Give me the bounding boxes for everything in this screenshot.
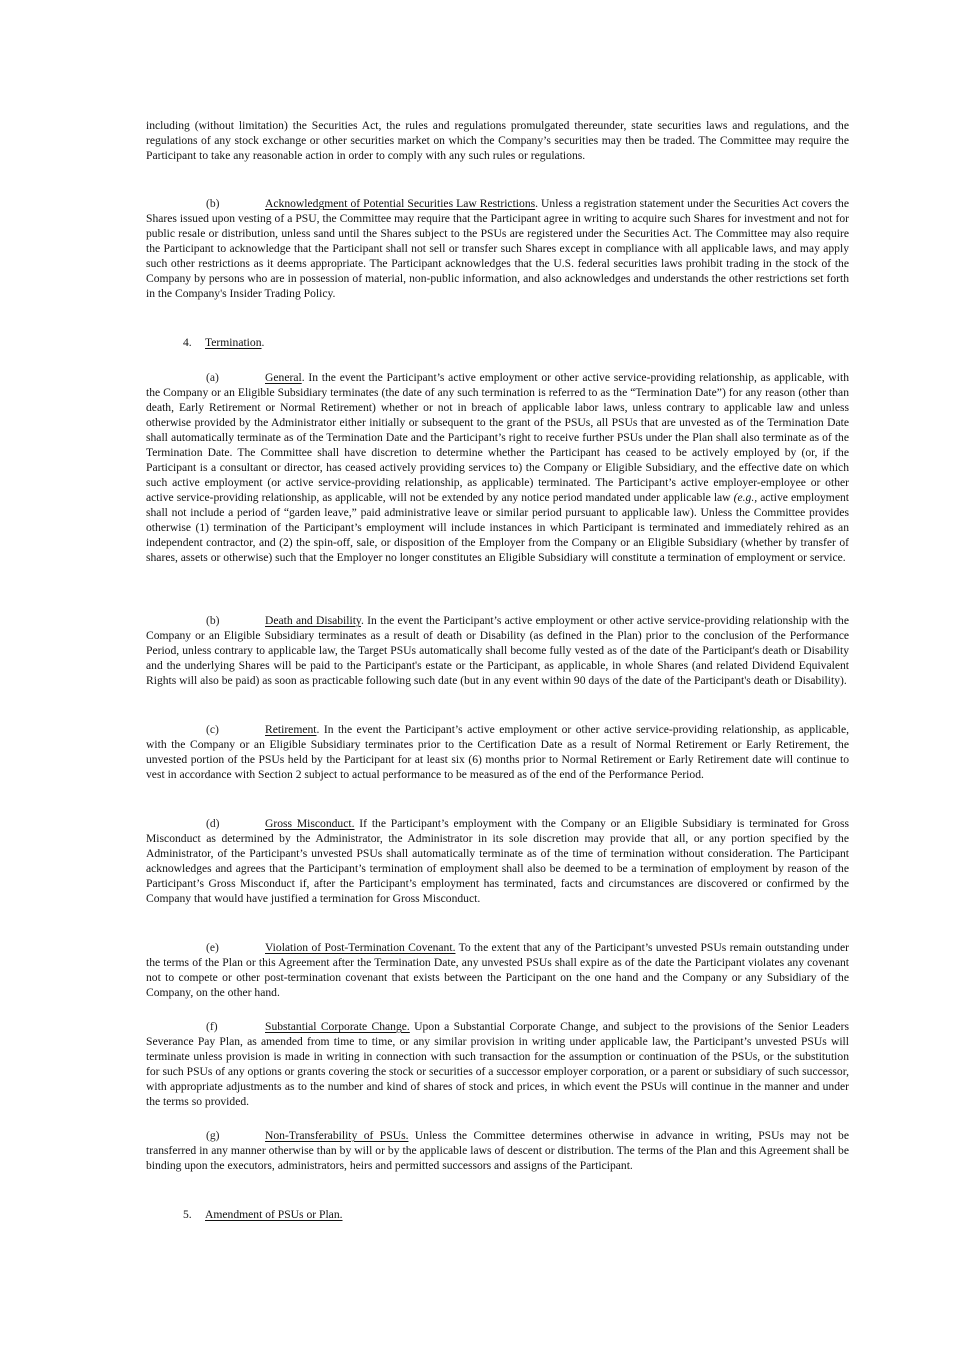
subsection-text: . In the event the Participant’s active employment or other active service-providing relationship with the Company or an Eligible Subsidiary terminates as a result of death or Disability (as defined in the Plan) prior to the conclusion of the Performance Period, unless contrary to applicable law, the Target PSUs automatically shall become fully vested as of the date of the Participant's death or Disability and the underlying Shares will be paid to the Participant's estate or the Participant, as applicable, in whole Shares (and related Dividend Equivalent Rights will also be paid) as soon as practicable following such date (but in any event within 90 days of the date of the Participant's death or Disability). [146,614,849,687]
section-number: 4. [183,336,192,349]
subsection-label: (e) [206,941,219,954]
section-title: Amendment of PSUs or Plan. [205,1208,343,1221]
section-4-heading [183,335,264,350]
section-4b-paragraph [146,613,849,688]
subsection-text: If the Participant’s employment with the Company or an Eligible Subsidiary is terminated for Gross Misconduct as determined by the Administrator, the Administrator in its sole discretion may provide that all, or any portion specified by the Administrator, of the Participant’s unvested PSUs shall automatically terminate as of the time of termination without consideration. The Participant acknowledges and agrees that the Participant’s termination of employment shall also be deemed to be a termination of employment by reason of the Participant’s Gross Misconduct if, after the Participant’s employment has terminated, facts and circumstances are discovered or confirmed by the Company that would have justified a termination for Gross Misconduct. [146,817,849,905]
subsection-title: Non-Transferability of PSUs. [265,1129,409,1142]
subsection-text: . In the event the Participant’s active employment or other active service-providing relationship, as applicable, with the Company or an Eligible Subsidiary terminates (the date of any such termination is referred to as the “Termination Date”) for any reason (other than death, Early Retirement or Normal Retirement) whether or not in breach of applicable labor laws, unless contrary to applicable law and unless otherwise provided by the Administrator either initially or subsequent to the grant of the PSUs, all PSUs that are unvested as of the Termination Date shall automatically terminate as of the Termination Date and the Participant’s right to receive further PSUs under the Plan shall also terminate as of the Termination Date. The Committee shall have discretion to determine whether the Participant has ceased to be actively employed by (or, if the Participant is a consultant or director, has ceased actively providing services to) the Company or Eligible Subsidiary, and the effective date on which such active employment (or active service-providing relationship, as applicable) terminated. The Participant’s active employer-employee or other active service-providing relationship, as applicable, will not be extended by any notice period mandated under applicable law [146,371,849,504]
section-number: 5. [183,1208,192,1221]
subsection-title: General [265,371,302,384]
subsection-text-continued: active employment shall not include a period of “garden leave,” paid administrative leave or similar period pursuant to applicable law). Unless the Committee provides otherwise (1) termination of the Participant’s employment will include instances in which Participant is terminated and immediately rehired as an independent contractor, and (2) the spin-off, sale, or disposition of the Employer from the Company or an Eligible Subsidiary (whether by transfer of shares, assets or otherwise) such that the Employer no longer constitutes an Eligible Subsidiary will constitute a termination of employment or service. [146,491,849,564]
subsection-text: Unless the Committee determines otherwise in advance in writing, PSUs may not be transferred in any manner otherwise than by will or by the applicable laws of descent or distribution. The terms of the Plan and this Agreement shall be binding upon the executors, administrators, heirs and permitted successors and assigns of the Participant. [146,1129,849,1172]
subsection-label: (f) [206,1020,218,1033]
section-4g-paragraph [146,1128,849,1173]
intro-paragraph [146,118,849,163]
section-title: Termination [205,336,262,349]
intro-text: including (without limitation) the Securities Act, the rules and regulations promulgated thereunder, state securities laws and regulations, and the regulations of any stock exchange or other securities market on which the Company’s securities may then be traded. The Committee may require the Participant to take any reasonable action in order to comply with any such rules or regulations. [146,119,849,162]
section-5-heading [183,1207,343,1222]
section-4d-paragraph [146,816,849,906]
subsection-label: (b) [206,197,220,210]
section-4c-paragraph [146,722,849,782]
section-4f-paragraph [146,1019,849,1109]
subsection-label: (d) [206,817,220,830]
section-title-suffix: . [261,336,265,349]
section-3b-paragraph [146,196,849,301]
subsection-text: To the extent that any of the Participant’s unvested PSUs remain outstanding under the terms of the Plan or this Agreement after the Termination Date, any unvested PSUs shall expire as of the date the Participant violates any covenant not to compete or other post-termination covenant that exists between the Participant on the one hand and the Company or any Subsidiary of the Company, on the other hand. [146,941,849,999]
subsection-text: . Unless a registration statement under the Securities Act covers the Shares issued upon vesting of a PSU, the Committee may require that the Participant agree in writing to acquire such Shares for investment and not for public resale or distribution, unless sand until the Shares subject to the PSUs are registered under the Securities Act. The Committee may also require the Participant to acknowledge that the Participant shall not sell or transfer such Shares except in compliance with all applicable laws, and may apply such other restrictions as it deems appropriate. The Participant acknowledges that the U.S. federal securities laws prohibit trading in the stock of the Company by persons who are in possession of material, non-public information, and also acknowledges and understands the other restrictions set forth in the Company's Insider Trading Policy. [146,197,849,300]
subsection-label: (a) [206,371,219,384]
subsection-label: (b) [206,614,220,627]
subsection-title: Acknowledgment of Potential Securities Law Restrictions [265,197,536,210]
subsection-text: Upon a Substantial Corporate Change, and subject to the provisions of the Senior Leaders Severance Pay Plan, as amended from time to time, or any similar provision in writing under applicable law, the Participant’s unvested PSUs will terminate unless provision is made in writing in connection with such transaction for the assumption or continuation of the PSUs, or the substitution for such PSUs of any options or grants covering the stock or securities of a successor employer corporation, or a parent or subsidiary of such successor, with appropriate adjustments as to the number and kind of shares of stock and prices, in which event the PSUs will continue in the manner and under the terms so provided. [146,1020,849,1108]
subsection-label: (g) [206,1129,220,1142]
section-4e-paragraph [146,940,849,1000]
eg-abbreviation: (e.g., [733,491,758,504]
subsection-title: Violation of Post-Termination Covenant. [265,941,456,954]
subsection-label: (c) [206,723,219,736]
subsection-title: Death and Disability [265,614,361,627]
subsection-title: Substantial Corporate Change. [265,1020,410,1033]
subsection-text: . In the event the Participant’s active employment or other active service-providing relationship, as applicable, with the Company or an Eligible Subsidiary terminates prior to the Certification Date as a result of Normal Retirement or Early Retirement, the unvested portion of the PSUs held by the Participant for at least six (6) months prior to Normal Retirement or Early Retirement date will continue to vest in accordance with Section 2 subject to actual performance to be measured as of the end of the Performance Period. [146,723,849,781]
subsection-title: Retirement [265,723,317,736]
subsection-title: Gross Misconduct. [265,817,355,830]
section-4a-paragraph [146,370,849,565]
